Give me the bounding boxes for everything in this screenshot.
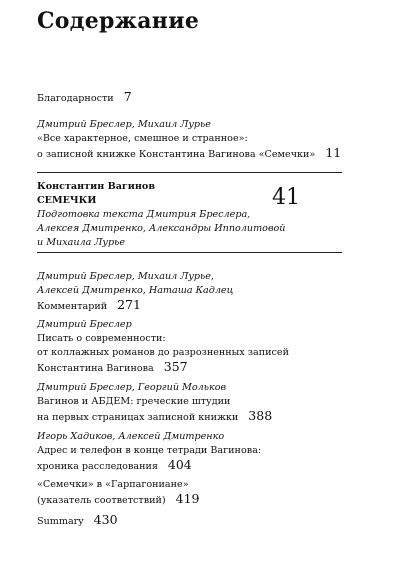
toc-entry-index[interactable] <box>37 478 200 506</box>
entry-authors: Игорь Хадиков, Алексей Дмитренко <box>37 431 225 442</box>
entry-title-line-2: о записной книжке Константина Вагинова «Семечки» <box>37 149 316 160</box>
entry-prep-line-2: Алексея Дмитренко, Александры Ипполитовой <box>37 223 286 234</box>
entry-title-line-1: Адрес и телефон в конце тетради Вагинова: <box>37 445 262 456</box>
toc-entry-summary[interactable] <box>37 513 118 527</box>
page-number: 11 <box>325 145 342 160</box>
page-number: 271 <box>117 297 142 312</box>
entry-authors-line-2: Алексей Дмитренко, Наташа Кадлец <box>37 285 234 296</box>
page-number: 357 <box>163 359 188 374</box>
entry-title: СЕМЕЧКИ <box>37 195 97 206</box>
entry-title: Комментарий <box>37 301 108 312</box>
page-number: 430 <box>93 512 118 527</box>
entry-title-line-1: Писать о современности: <box>37 333 166 344</box>
entry-title-line-2: на первых страницах записной книжки <box>37 412 239 423</box>
entry-title-line-1: «Семечки» в «Гарпагониане» <box>37 479 189 490</box>
page-number: 7 <box>123 89 132 104</box>
entry-prep-line-3: и Михаила Лурье <box>37 237 126 248</box>
entry-authors: Дмитрий Бреслер, Михаил Лурье <box>37 119 211 130</box>
entry-title: Благодарности <box>37 93 114 104</box>
entry-title-line-2: (указатель соответствий) <box>37 495 166 506</box>
divider-bottom <box>37 252 342 253</box>
page-number-main: 41 <box>272 185 300 210</box>
toc-entry-intro[interactable] <box>37 118 341 160</box>
entry-authors-line-1: Дмитрий Бреслер, Михаил Лурье, <box>37 271 214 282</box>
entry-authors: Дмитрий Бреслер, Георгий Мольков <box>37 382 227 393</box>
entry-title-line-1: Вагинов и АБДЕМ: греческие штудии <box>37 396 231 407</box>
entry-title-line-2: от коллажных романов до разрозненных записей <box>37 347 289 358</box>
entry-authors: Дмитрий Бреслер <box>37 319 132 330</box>
entry-title-line-2: хроника расследования <box>37 461 158 472</box>
divider-top <box>37 172 342 173</box>
page-number: 404 <box>167 457 192 472</box>
entry-title-line-1: «Все характерное, смешное и странное»: <box>37 133 248 144</box>
entry-author: Константин Вагинов <box>37 181 156 192</box>
toc-entry-abdem[interactable] <box>37 381 272 423</box>
toc-entry-modernity[interactable] <box>37 318 289 374</box>
entry-prep-line-1: Подготовка текста Дмитрия Бреслера, <box>37 209 251 220</box>
toc-entry-address[interactable] <box>37 430 261 472</box>
toc-entry-main[interactable] <box>37 180 285 250</box>
entry-title: Summary <box>37 516 84 527</box>
page-title: Содержание <box>37 8 200 34</box>
page-number: 388 <box>248 408 273 423</box>
page-number: 419 <box>175 491 200 506</box>
toc-entry-thanks[interactable] <box>37 90 132 104</box>
toc-entry-commentary[interactable] <box>37 270 233 312</box>
entry-title-line-3: Константина Вагинова <box>37 363 154 374</box>
